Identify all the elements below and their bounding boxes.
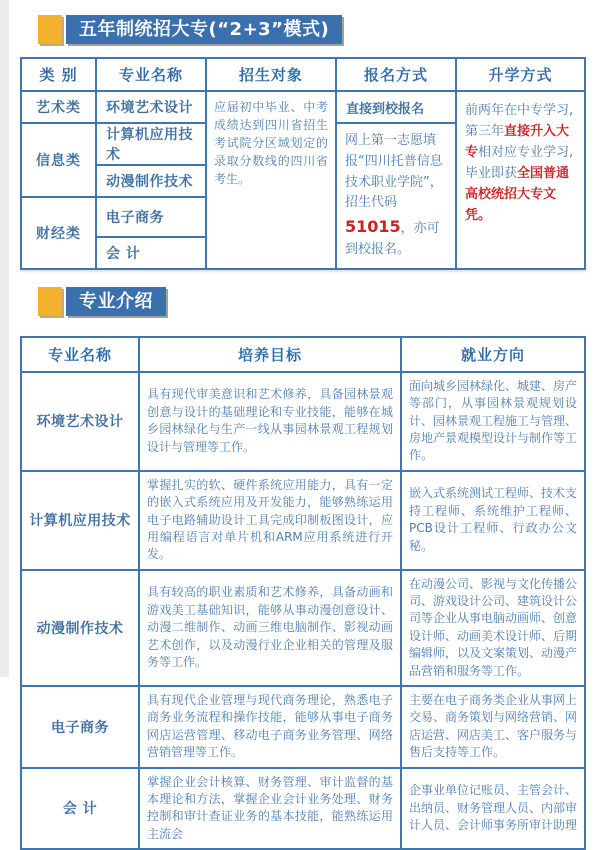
register-direct-cell: 直接到校报名: [336, 91, 456, 123]
major-env-art: 环境艺术设计: [96, 91, 206, 123]
section2-banner: [38, 287, 586, 316]
promotion-highlight-1: 直接升入大专: [465, 124, 570, 161]
header-category: 类 别: [21, 58, 96, 91]
enroll-code: 51015: [345, 217, 401, 237]
career-cell: 在动漫公司、影视与文化传播公司、游戏设计公司、建筑设计公司等企业从事电脑动画师、创意设计师、动画美术设计师、后期编辑师，以及文案策划、动漫产品营销和服务等工作。: [401, 570, 585, 686]
category-info: 信息类: [21, 123, 96, 197]
major-anime: 动漫制作技术: [96, 165, 206, 197]
header-goal: 培养目标: [139, 337, 401, 372]
register-online-cell: [336, 123, 456, 269]
register-online-text: 网上第一志愿填报“四川托普信息技术职业学院”，招生代码: [345, 133, 443, 211]
promotion-text: 相对应专业学习,毕业即获: [465, 145, 574, 182]
header-major-name: 专业名称: [21, 337, 139, 372]
career-cell: 面向城乡园林绿化、城建、房产等部门，从事园林景观规划设计、园林景观工程施工与管理、房地产景观模型设计与制作等工作。: [401, 372, 585, 471]
goal-cell: 具有现代企业管理与现代商务理论，熟悉电子商务业务流程和操作技能，能够从事电子商务网店运营管理、移动电子商务业务管理、网络营销管理等工作。: [139, 686, 401, 768]
promotion-highlight-2: 全国普通高校统招大专文凭。: [465, 166, 570, 224]
header-register: 报名方式: [336, 58, 456, 91]
table-row: [21, 768, 585, 850]
table-row: [21, 686, 585, 768]
career-cell: 企事业单位记账员、主管会计、出纳员、财务管理人员、内部审计人员、会计师事务所审计助理: [401, 768, 585, 850]
table-row: [21, 91, 585, 123]
major-name: 计算机应用技术: [21, 471, 139, 570]
major-ecommerce: 电子商务: [96, 197, 206, 237]
header-major: 专业名称: [96, 58, 206, 91]
major-name: 电子商务: [21, 686, 139, 768]
major-name: 动漫制作技术: [21, 570, 139, 686]
major-name: 环境艺术设计: [21, 372, 139, 471]
promotion-cell: [456, 91, 585, 269]
category-art: 艺术类: [21, 91, 96, 123]
category-finance: 财经类: [21, 197, 96, 269]
header-promotion: 升学方式: [456, 58, 585, 91]
goal-cell: 掌握企业会计核算、财务管理、审计监督的基本理论和方法，掌握企业会计业务处理、财务控制和审计查证业务的基本技能，能熟练运用主流会: [139, 768, 401, 850]
table-row: [21, 570, 585, 686]
page-left-edge: [0, 0, 9, 677]
target-cell: 应届初中毕业、中考成绩达到四川省招生考试院分区域划定的录取分数线的四川省考生。: [206, 91, 336, 269]
major-accounting: 会 计: [96, 237, 206, 269]
career-cell: 嵌入式系统测试工程师、技术支持工程师、系统维护工程师、PCB设计工程师、行政办公文秘。: [401, 471, 585, 570]
majors-table: [20, 336, 586, 850]
goal-cell: 具有现代审美意识和艺术修养，具备园林景观创意与设计的基础理论和专业技能，能够在城乡园林绿化与生产一线从事园林景观工程规划设计与管理等工作。: [139, 372, 401, 471]
header-career: 就业方向: [401, 337, 585, 372]
table-row: [21, 471, 585, 570]
register-online-text: ，亦可到校报名。: [345, 221, 440, 257]
goal-cell: 掌握扎实的软、硬件系统应用能力，具有一定的嵌入式系统应用及开发能力，能够熟练运用电子电路辅助设计工具完成印制板图设计，应用编程语言对单片机和ARM应用系统进行开发。: [139, 471, 401, 570]
header-target: 招生对象: [206, 58, 336, 91]
enrollment-header-row: [21, 58, 585, 91]
section1-title: 五年制统招大专(“2+3”模式): [66, 15, 342, 44]
promotion-text: 前两年在中专学习,第三年: [465, 103, 574, 140]
enrollment-table: [20, 57, 586, 270]
yellow-square-bullet-icon: [38, 15, 62, 44]
major-name: 会 计: [21, 768, 139, 850]
table-row: [21, 372, 585, 471]
section1-banner: [38, 15, 586, 44]
section2-title: 专业介绍: [66, 287, 166, 316]
major-computer: 计算机应用技术: [96, 123, 206, 165]
yellow-square-bullet-icon: [38, 287, 62, 316]
majors-header-row: [21, 337, 585, 372]
goal-cell: 具有较高的职业素质和艺术修养，具备动画和游戏美工基础知识，能够从事动漫创意设计、动漫二维制作、动画三维电脑制作、影视动画艺术创作，以及动漫行业企业相关的管理及服务等工作。: [139, 570, 401, 686]
career-cell: 主要在电子商务类企业从事网上交易、商务策划与网络营销、网店运营、网店美工、客户服务与售后支持等工作。: [401, 686, 585, 768]
